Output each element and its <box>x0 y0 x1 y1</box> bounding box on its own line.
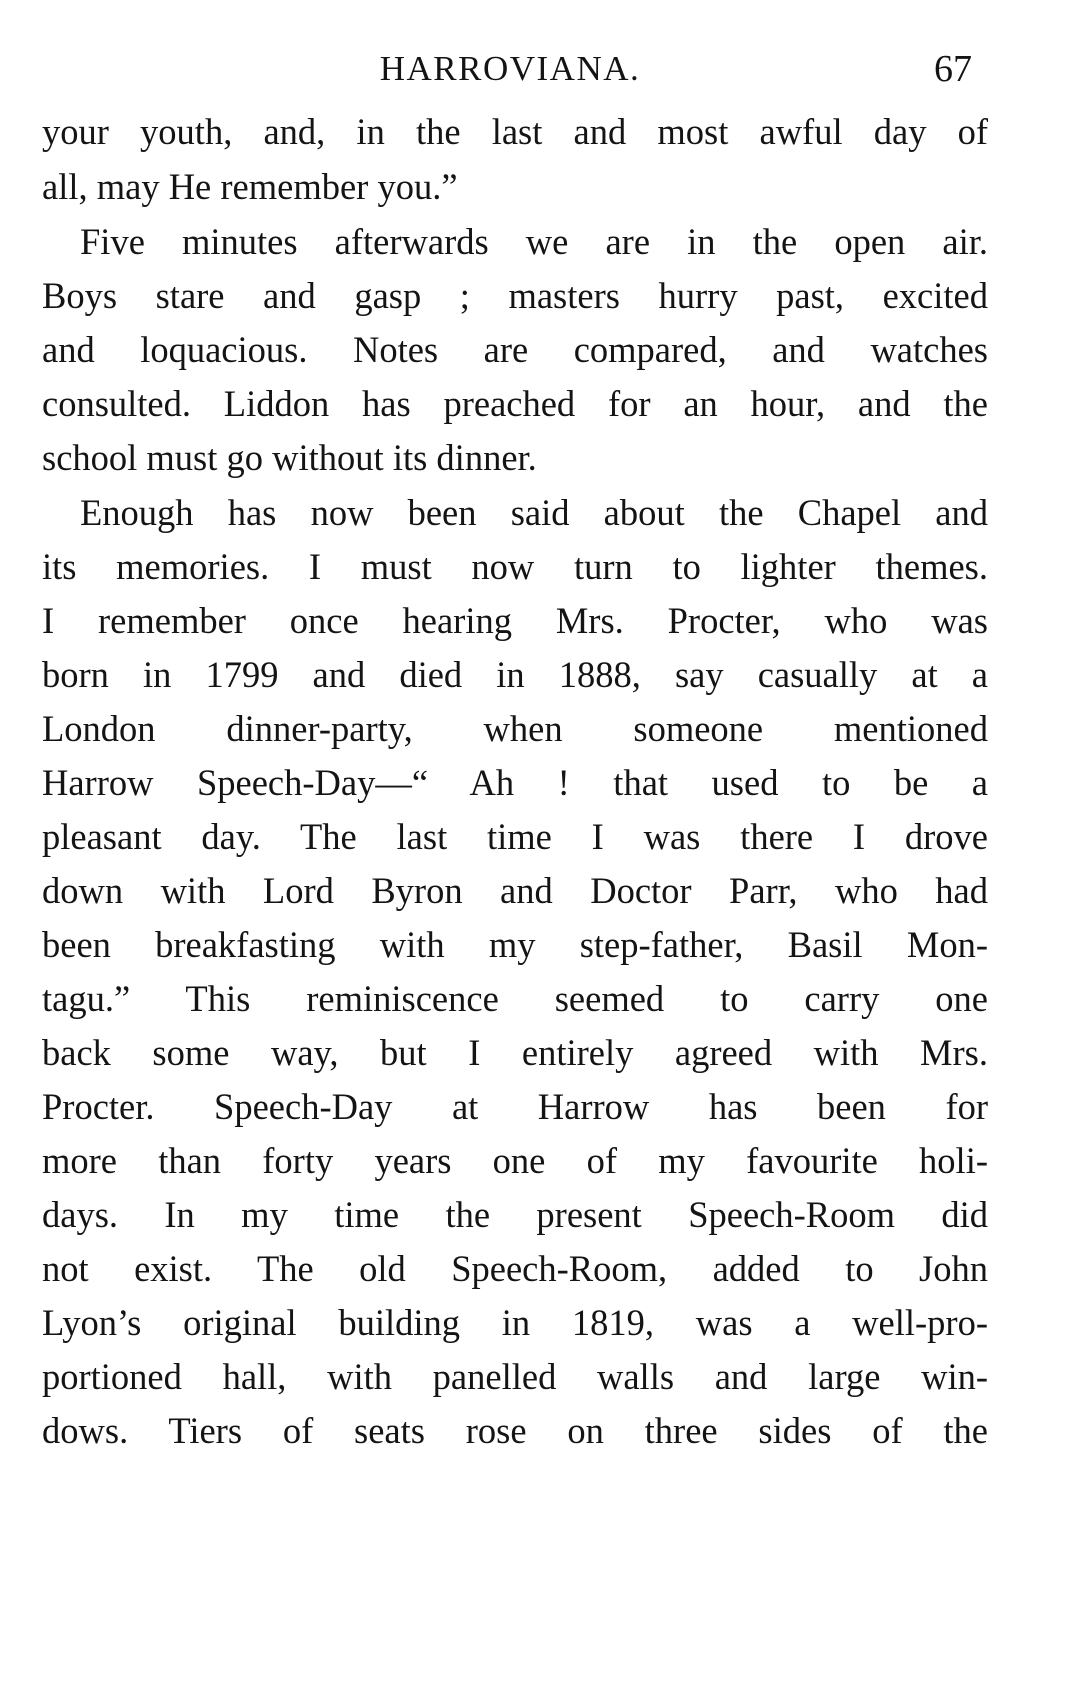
text-line: back some way, but I entirely agreed with Mrs. <box>42 1032 988 1073</box>
text-line: I remember once hearing Mrs. Procter, who was <box>42 600 988 641</box>
text-line: days. In my time the present Speech-Room did <box>42 1194 988 1235</box>
text-line: dows. Tiers of seats rose on three sides of the <box>42 1410 988 1451</box>
running-title: HARROVIANA. <box>379 49 641 88</box>
text-line: been breakfasting with my step-father, Basil Mon- <box>42 924 988 965</box>
text-line: school must go without its dinner. <box>42 437 537 478</box>
text-line: its memories. I must now turn to lighter themes. <box>42 546 988 587</box>
text-line: and loquacious. Notes are compared, and watches <box>42 329 988 370</box>
text-line: your youth, and, in the last and most awful day of <box>42 111 988 152</box>
running-head <box>40 44 980 94</box>
text-line: Boys stare and gasp ; masters hurry past, excited <box>42 275 988 316</box>
text-line: pleasant day. The last time I was there I drove <box>42 816 988 857</box>
text-line: portioned hall, with panelled walls and large win- <box>42 1356 988 1397</box>
text-line: down with Lord Byron and Doctor Parr, who had <box>42 870 988 911</box>
text-line: Harrow Speech-Day—“ Ah ! that used to be a <box>42 762 988 803</box>
text-line: Five minutes afterwards we are in the open air. <box>80 221 988 262</box>
text-line: London dinner-party, when someone mentioned <box>42 708 988 749</box>
text-line: tagu.” This reminiscence seemed to carry one <box>42 978 988 1019</box>
text-line: all, may He remember you.” <box>42 166 458 207</box>
text-line: not exist. The old Speech-Room, added to John <box>42 1248 988 1289</box>
page-number: 67 <box>934 48 972 90</box>
text-line: more than forty years one of my favourite holi- <box>42 1140 988 1181</box>
text-line: Procter. Speech-Day at Harrow has been for <box>42 1086 988 1127</box>
text-line: consulted. Liddon has preached for an hour, and the <box>42 383 988 424</box>
text-line: Lyon’s original building in 1819, was a well-pro- <box>42 1302 988 1343</box>
text-line: born in 1799 and died in 1888, say casually at a <box>42 654 988 695</box>
text-line: Enough has now been said about the Chapel and <box>80 492 988 533</box>
